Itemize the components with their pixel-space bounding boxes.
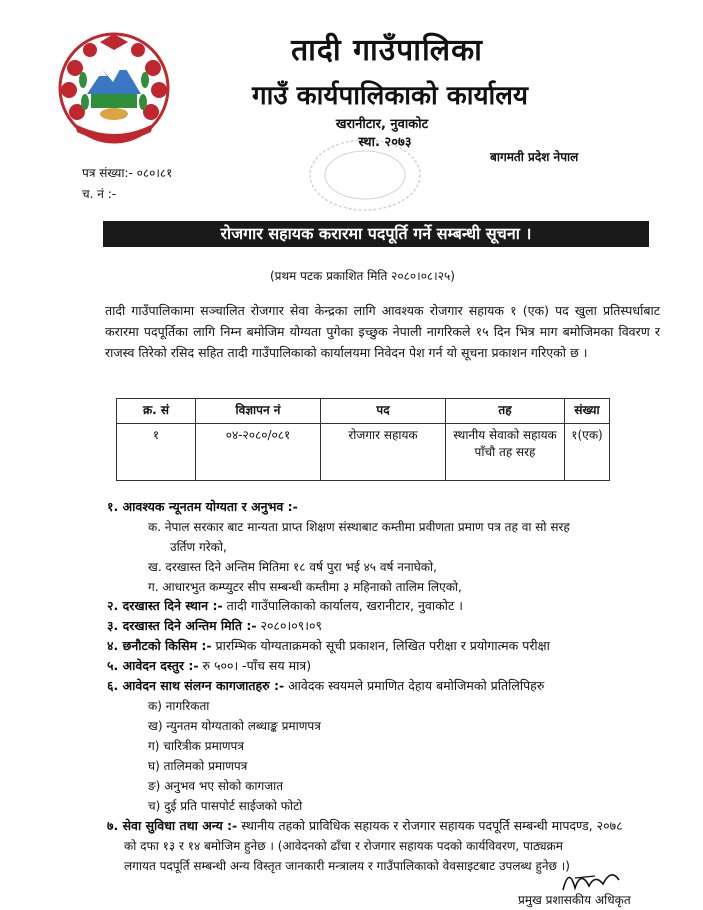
cell-position: रोजगार सहायक [321, 424, 446, 481]
section-6-value: आवेदक स्वयमले प्रमाणित देहाय बमोजिमको प्रतिलिपिहरु [284, 678, 545, 693]
cell-ad-number: ०४-२०८०/०८१ [196, 424, 321, 481]
cell-serial: १ [117, 424, 196, 481]
vacancy-table [116, 398, 610, 481]
list-item: ग) चारित्रीक प्रमाणपत्र [148, 739, 244, 753]
signatory-title: प्रमुख प्रशासकीय अधिकृत [518, 893, 631, 907]
dispatch-number: च. नं :- [82, 187, 117, 201]
section-5-label: ५. आवेदन दस्तुर :- [107, 658, 199, 673]
section-3-label: ३. दरखास्त दिने अन्तिम मिति :- [107, 618, 257, 633]
cell-count: १(एक) [565, 424, 610, 481]
faint-stamp-icon [305, 135, 425, 215]
section-6-label: ६. आवेदन साथ संलग्न कागजातहरु :- [107, 678, 285, 693]
section-7 [107, 817, 623, 834]
province-name: बागमती प्रदेश नेपाल [490, 150, 579, 164]
section-4-label: ४. छनौटको किसिम :- [107, 638, 212, 653]
col-ad-number: विज्ञापन नं [196, 399, 321, 424]
table-header-row [117, 399, 610, 424]
requirement-b: ख. दरखास्त दिने अन्तिम मितिमा १८ वर्ष पुरा भई ४५ वर्ष ननाघेको, [148, 560, 437, 574]
section-4 [107, 637, 550, 654]
section-3-value: २०८०।०९।०९ [256, 618, 322, 633]
col-serial: क्र. सं [117, 399, 196, 424]
office-address: खरानीटार, नुवाकोट [335, 117, 429, 132]
requirement-a: क. नेपाल सरकार बाट मान्यता प्राप्त शिक्षण संस्थाबाट कम्तीमा प्रवीणता प्रमाण पत्र तह वा सो सरह [148, 520, 570, 534]
notice-title-banner: रोजगार सहायक करारमा पदपूर्ति गर्ने सम्बन्धी सूचना । [103, 221, 649, 247]
list-item: घ) तालिमको प्रमाणपत्र [148, 759, 248, 773]
col-level: तह [446, 399, 565, 424]
nepal-emblem-logo [55, 28, 173, 146]
section-2-label: २. दरखास्त दिने स्थान :- [107, 598, 223, 613]
section-5-value: रु ५००। -पाँच सय मात्र) [198, 658, 312, 673]
col-count: संख्या [565, 399, 610, 424]
section-7-line1: स्थानीय तहको प्राविधिक सहायक र रोजगार सहायक पदपूर्ति सम्बन्धी मापदण्ड, २०७८ [237, 818, 623, 833]
section-3 [107, 617, 322, 634]
list-item: ख) न्युनतम योग्यताको लब्धाङ्क प्रमाणपत्र [148, 719, 321, 733]
office-name: तादी गाउँपालिका [291, 33, 483, 68]
list-item: ङ) अनुभव भए सोको कागजात [148, 779, 284, 793]
section-1-title: १. आवश्यक न्यूनतम योग्यता र अनुभव :- [107, 499, 298, 514]
letter-number: पत्र संख्या:- ०८०।८१ [82, 166, 173, 180]
section-7-label: ७. सेवा सुविधा तथा अन्य :- [107, 818, 238, 833]
section-5 [107, 657, 311, 674]
section-2 [107, 597, 463, 614]
intro-paragraph: तादी गाउँपालिकामा सञ्चालित रोजगार सेवा केन्द्रका लागि आवश्यक रोजगार सहायक १ (एक) पद खुला प्रतिस्पर्धाबाट करारमा पदपूर्तिका लागि निम्न बमोजिम योग्यता पुगेका इच्छुक नेपाली नागरिकले १५ दिन भित्र माग बमोजिमका विवरण र राजस्व तिरेको रसिद सहित तादी गाउँपालिकाको कार्यालयमा निवेदन पेश गर्न यो सूचना प्रकाशन गरिएको छ । [105, 303, 660, 360]
section-7-line2: को दफा १३ र १४ बमोजिम हुनेछ । (आवेदनको ढाँचा र रोजगार सहायक पदको कार्यविवरण, पाठ्यक्रम [124, 839, 563, 853]
list-item: च) दुई प्रति पासपोर्ट साईजको फोटो [148, 799, 303, 813]
section-6 [107, 677, 544, 694]
section-7-line3: लगायत पदपूर्ति सम्बन्धी अन्य विस्तृत जानकारी मन्त्रालय र गाउँपालिकाको वेवसाइटबाट उपलब्ध हुनेछ ।) [124, 859, 570, 873]
established-year: स्था. २०७३ [358, 135, 412, 150]
table-row [117, 424, 610, 481]
col-position: पद [321, 399, 446, 424]
requirement-c: ग. आधारभुत कम्प्युटर सीप सम्बन्धी कम्तीमा ३ महिनाको तालिम लिएको, [148, 580, 462, 594]
publish-date: (प्रथम पटक प्रकाशित मिति २०८०।०८।२५) [270, 269, 455, 283]
list-item: क) नागरिकता [148, 699, 210, 713]
section-4-value: प्रारम्भिक योग्यताक्रमको सूची प्रकाशन, लिखित परीक्षा र प्रयोगात्मक परीक्षा [211, 638, 550, 653]
section-2-value: तादी गाउँपालिकाको कार्यालय, खरानीटार, नुवाकोट । [222, 598, 463, 613]
cell-level: स्थानीय सेवाको सहायक पाँचौ तह सरह [446, 424, 565, 481]
office-subtitle: गाउँ कार्यपालिकाको कार्यालय [252, 81, 528, 111]
requirement-a-continued: उर्तिण गरेको, [170, 540, 227, 554]
